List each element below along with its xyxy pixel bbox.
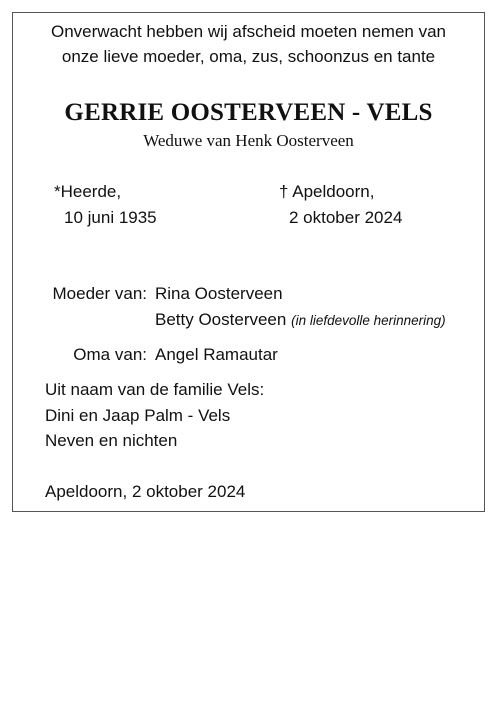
grandmother-of-label: Oma van: bbox=[73, 345, 147, 364]
family-heading: Uit naam van de familie Vels: bbox=[45, 380, 265, 399]
widow-of: Weduwe van Henk Oosterveen bbox=[143, 131, 354, 150]
death-notice bbox=[12, 12, 485, 512]
child-name: Rina Oosterveen bbox=[155, 284, 283, 303]
mother-of-label: Moeder van: bbox=[52, 284, 147, 303]
intro-line-2: onze lieve moeder, oma, zus, schoonzus en tante bbox=[61, 47, 436, 66]
birth-date: 10 juni 1935 bbox=[64, 208, 157, 227]
child-entry bbox=[155, 307, 446, 333]
grandchild-name: Angel Ramautar bbox=[155, 345, 278, 364]
death-date: 2 oktober 2024 bbox=[289, 208, 403, 227]
death-place: † Apeldoorn, bbox=[279, 182, 375, 201]
intro-line-1: Onverwacht hebben wij afscheid moeten nemen van bbox=[50, 22, 446, 41]
child-note: (in liefdevolle herinnering) bbox=[291, 313, 446, 328]
family-line-2: Neven en nichten bbox=[45, 431, 178, 450]
birth-place: *Heerde, bbox=[54, 182, 122, 201]
closing-place-date: Apeldoorn, 2 oktober 2024 bbox=[45, 482, 246, 501]
family-line-1: Dini en Jaap Palm - Vels bbox=[45, 406, 231, 425]
child-name: Betty Oosterveen bbox=[155, 310, 287, 329]
deceased-name: GERRIE OOSTERVEEN - VELS bbox=[64, 99, 433, 126]
